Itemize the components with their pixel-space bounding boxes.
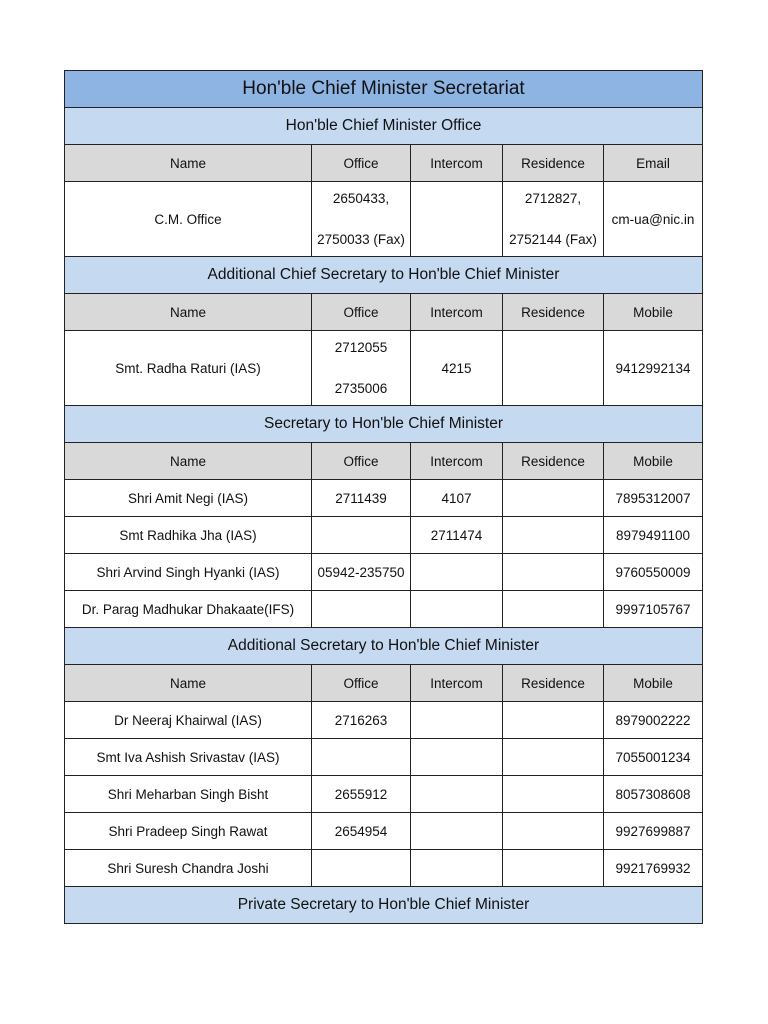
mobile-cell: 8979491100 [604, 517, 703, 554]
column-header: Residence [503, 443, 604, 480]
residence-cell [503, 182, 604, 257]
column-header-row [65, 443, 703, 480]
mobile-cell: 8057308608 [604, 776, 703, 813]
section-heading-cm-office: Hon'ble Chief Minister Office [65, 108, 703, 145]
office-cell [312, 331, 411, 406]
column-header-row [65, 294, 703, 331]
intercom-cell [411, 850, 503, 887]
page-title: Hon'ble Chief Minister Secretariat [65, 71, 703, 108]
column-header: Mobile [604, 665, 703, 702]
table-row [65, 480, 703, 517]
table-row [65, 739, 703, 776]
table-row [65, 776, 703, 813]
residence-number: 2712827, [524, 191, 582, 206]
intercom-cell: 2711474 [411, 517, 503, 554]
office-fax: 2750033 (Fax) [317, 232, 405, 247]
name-cell: Shri Pradeep Singh Rawat [65, 813, 312, 850]
residence-cell [503, 813, 604, 850]
name-cell: Shri Meharban Singh Bisht [65, 776, 312, 813]
mobile-cell: 9760550009 [604, 554, 703, 591]
table-row [65, 182, 703, 257]
office-cell [312, 739, 411, 776]
residence-cell [503, 850, 604, 887]
table-row [65, 850, 703, 887]
office-cell: 2716263 [312, 702, 411, 739]
name-cell: Shri Amit Negi (IAS) [65, 480, 312, 517]
email-cell: cm-ua@nic.in [604, 182, 703, 257]
name-cell: Smt Iva Ashish Srivastav (IAS) [65, 739, 312, 776]
column-header: Intercom [411, 443, 503, 480]
column-header: Intercom [411, 145, 503, 182]
intercom-cell [411, 591, 503, 628]
intercom-cell: 4215 [411, 331, 503, 406]
table-row [65, 702, 703, 739]
name-cell: Dr. Parag Madhukar Dhakaate(IFS) [65, 591, 312, 628]
residence-cell [503, 776, 604, 813]
table-row [65, 813, 703, 850]
column-header: Name [65, 443, 312, 480]
column-header: Residence [503, 294, 604, 331]
intercom-cell [411, 554, 503, 591]
table-row [65, 554, 703, 591]
mobile-cell: 9997105767 [604, 591, 703, 628]
residence-cell [503, 702, 604, 739]
column-header: Residence [503, 145, 604, 182]
residence-fax: 2752144 (Fax) [509, 232, 597, 247]
directory-table [64, 70, 703, 924]
column-header: Mobile [604, 443, 703, 480]
column-header-row [65, 665, 703, 702]
residence-cell [503, 517, 604, 554]
mobile-cell: 7895312007 [604, 480, 703, 517]
residence-cell [503, 480, 604, 517]
column-header: Office [312, 443, 411, 480]
office-number: 2712055 [334, 340, 388, 355]
mobile-cell: 8979002222 [604, 702, 703, 739]
column-header: Email [604, 145, 703, 182]
mobile-cell: 9412992134 [604, 331, 703, 406]
name-cell: Shri Arvind Singh Hyanki (IAS) [65, 554, 312, 591]
section-heading-acs: Additional Chief Secretary to Hon'ble Chief Minister [65, 257, 703, 294]
residence-cell [503, 331, 604, 406]
table-row [65, 331, 703, 406]
column-header: Office [312, 145, 411, 182]
name-cell: C.M. Office [65, 182, 312, 257]
column-header: Name [65, 294, 312, 331]
residence-cell [503, 591, 604, 628]
table-row [65, 591, 703, 628]
residence-cell [503, 554, 604, 591]
column-header: Office [312, 294, 411, 331]
column-header: Name [65, 145, 312, 182]
intercom-cell [411, 702, 503, 739]
office-cell [312, 591, 411, 628]
section-heading-private-secretary: Private Secretary to Hon'ble Chief Minister [65, 887, 703, 924]
office-number-2: 2735006 [334, 381, 388, 396]
table-row [65, 517, 703, 554]
office-cell [312, 850, 411, 887]
column-header: Name [65, 665, 312, 702]
section-heading-additional-secretary: Additional Secretary to Hon'ble Chief Minister [65, 628, 703, 665]
intercom-cell [411, 776, 503, 813]
residence-cell [503, 739, 604, 776]
office-number: 2650433, [332, 191, 390, 206]
office-cell [312, 182, 411, 257]
mobile-cell: 9927699887 [604, 813, 703, 850]
column-header: Intercom [411, 665, 503, 702]
column-header-row [65, 145, 703, 182]
name-cell: Smt. Radha Raturi (IAS) [65, 331, 312, 406]
column-header: Residence [503, 665, 604, 702]
name-cell: Shri Suresh Chandra Joshi [65, 850, 312, 887]
office-cell: 2711439 [312, 480, 411, 517]
office-cell: 2655912 [312, 776, 411, 813]
intercom-cell [411, 739, 503, 776]
office-cell: 2654954 [312, 813, 411, 850]
name-cell: Smt Radhika Jha (IAS) [65, 517, 312, 554]
column-header: Mobile [604, 294, 703, 331]
intercom-cell [411, 813, 503, 850]
column-header: Intercom [411, 294, 503, 331]
intercom-cell [411, 182, 503, 257]
office-cell: 05942-235750 [312, 554, 411, 591]
mobile-cell: 7055001234 [604, 739, 703, 776]
name-cell: Dr Neeraj Khairwal (IAS) [65, 702, 312, 739]
column-header: Office [312, 665, 411, 702]
intercom-cell: 4107 [411, 480, 503, 517]
section-heading-secretary: Secretary to Hon'ble Chief Minister [65, 406, 703, 443]
office-cell [312, 517, 411, 554]
mobile-cell: 9921769932 [604, 850, 703, 887]
